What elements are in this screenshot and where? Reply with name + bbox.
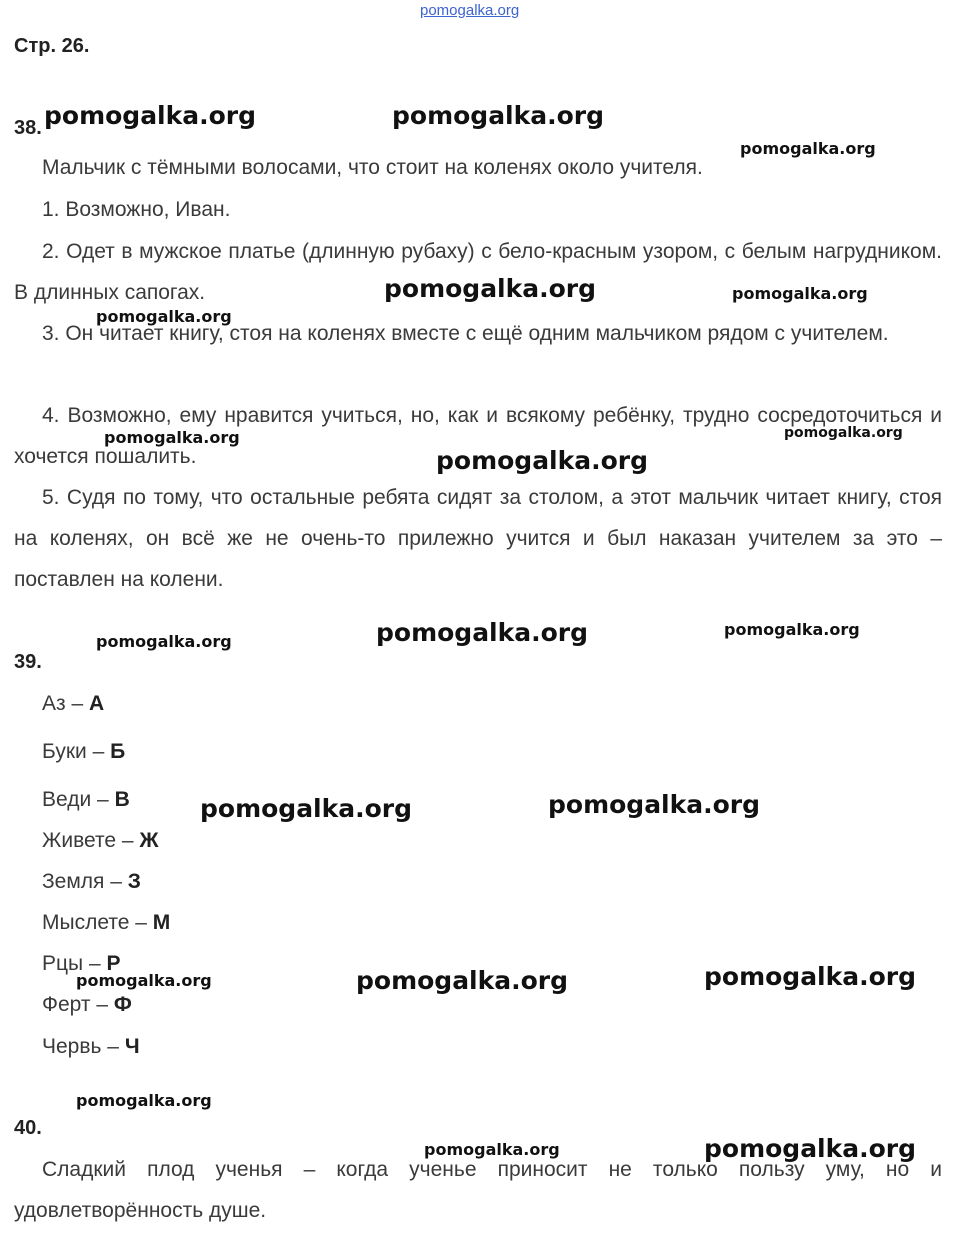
exercise-number-38: 38. [14,117,42,139]
watermark: pomogalka.org [424,1140,560,1159]
watermark: pomogalka.org [96,632,232,651]
watermark: pomogalka.org [96,307,232,326]
watermark: pomogalka.org [704,962,917,991]
letter-row: Земля – З [42,870,141,893]
letter-row: Мыслете – М [42,911,171,934]
watermark: pomogalka.org [436,446,649,475]
letter-row: Червь – Ч [42,1035,140,1058]
page-heading: Стр. 26. [14,35,90,57]
letter-row: Рцы – Р [42,952,121,975]
watermark: pomogalka.org [356,966,569,995]
watermark: pomogalka.org [376,618,589,647]
letter-row: Веди – В [42,788,130,811]
exercise-38-paragraph-4: 4. Возможно, ему нравится учиться, но, как и всякому ребёнку, трудно сосредоточиться и хочется пошалить. [14,404,942,468]
exercise-number-40: 40. [14,1117,42,1139]
exercise-number-39: 39. [14,651,42,673]
exercise-38-paragraph-3: 3. Он читает книгу, стоя на коленях вместе с ещё одним мальчиком рядом с учителем. [42,322,889,345]
watermark: pomogalka.org [724,620,860,639]
top-site-link[interactable]: pomogalka.org [420,2,520,19]
watermark: pomogalka.org [384,274,597,303]
watermark: pomogalka.org [704,1134,917,1163]
watermark: pomogalka.org [784,425,903,441]
letter-row: Ферт – Ф [42,993,132,1016]
letter-row: Аз – А [42,692,105,715]
exercise-38-paragraph-1: 1. Возможно, Иван. [42,198,231,221]
watermark: pomogalka.org [392,101,605,130]
watermark: pomogalka.org [200,794,413,823]
exercise-38-paragraph-0: Мальчик с тёмными волосами, что стоит на коленях около учителя. [42,156,703,179]
letter-row: Буки – Б [42,740,126,763]
letter-row: Живете – Ж [42,829,159,852]
watermark: pomogalka.org [76,1091,212,1110]
exercise-38-paragraph-2: 2. Одет в мужское платье (длинную рубаху) с бело-красным узором, с белым нагрудником. В длинных сапогах. [14,240,942,304]
watermark: pomogalka.org [44,101,257,130]
watermark: pomogalka.org [740,139,876,158]
watermark: pomogalka.org [548,790,761,819]
exercise-40-paragraph-0: Сладкий плод ученья – когда ученье приносит не только пользу уму, но и удовлетворённость душе. [14,1158,942,1222]
watermark: pomogalka.org [76,971,212,990]
watermark: pomogalka.org [104,428,240,447]
watermark: pomogalka.org [732,284,868,303]
exercise-38-paragraph-5: 5. Судя по тому, что остальные ребята сидят за столом, а этот мальчик читает книгу, стоя на коленях, он всё же не очень-то прилежно учится и был наказан учителем за это – поставлен на колени. [14,486,942,591]
